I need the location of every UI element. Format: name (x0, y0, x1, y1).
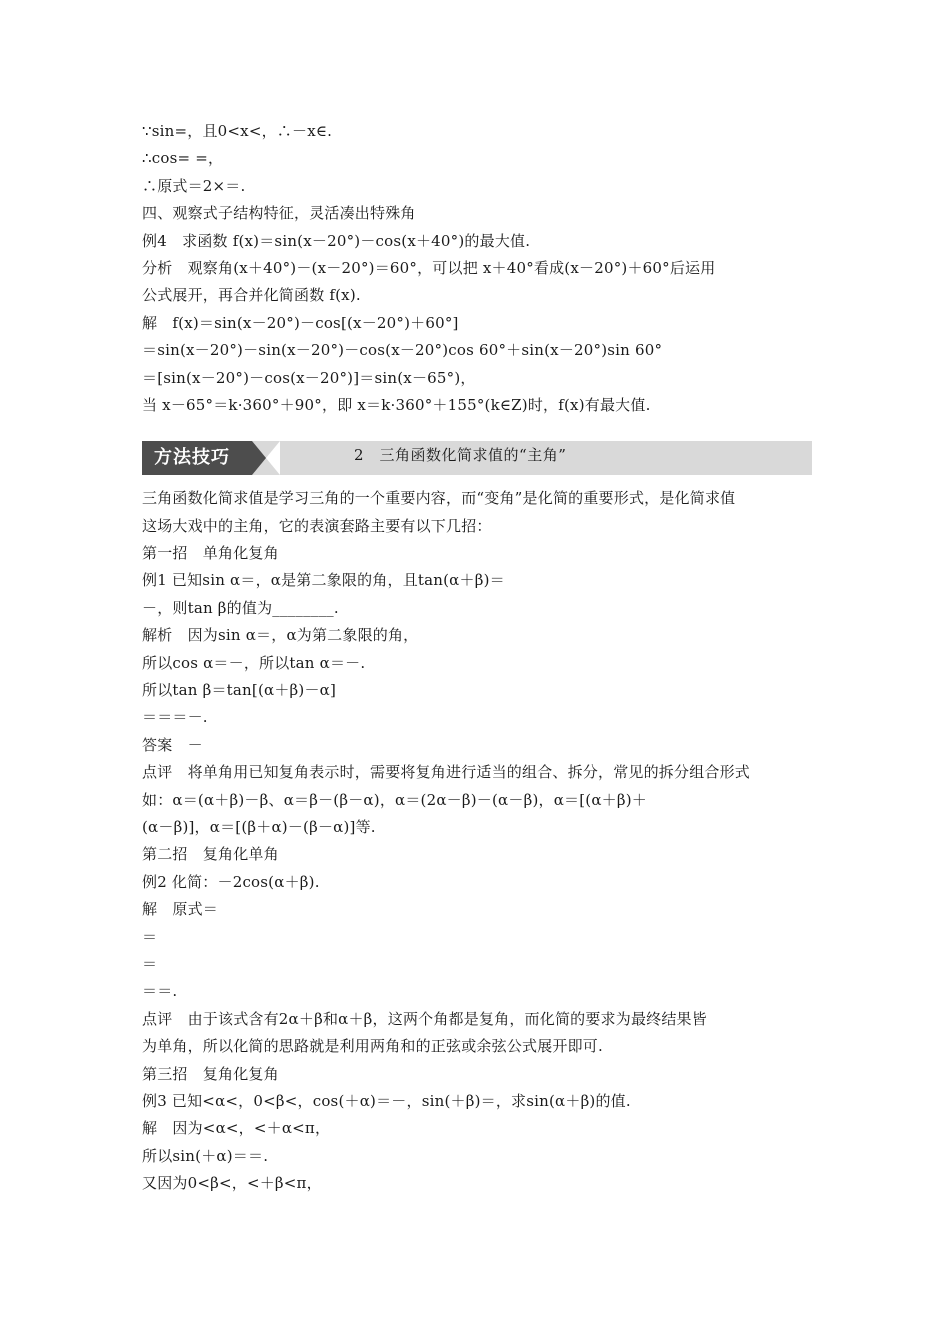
analysis-line: ＝＝＝－. (142, 708, 208, 727)
solution-line: ＝sin(x－20°)－sin(x－20°)－cos(x－20°)cos 60°＋sin(x－20°)sin 60° (142, 341, 663, 360)
document-page (142, 118, 812, 1197)
method-heading: 第一招 单角化复角 (142, 544, 279, 563)
method-heading: 第三招 复角化复角 (142, 1064, 279, 1083)
example-4-statement: 例4 求函数 f(x)＝sin(x－20°)－cos(x＋40°)的最大值. (142, 231, 531, 250)
comment-line: 点评 由于该式含有2α＋β和α＋β，这两个角都是复角，而化简的要求为最终结果皆 (142, 1009, 707, 1028)
method-heading: 第二招 复角化单角 (142, 845, 279, 864)
example-2-statement: 例2 化简：－2cos(α＋β). (142, 872, 320, 891)
section-tag-notch (266, 441, 280, 475)
solution-line: 解 f(x)＝sin(x－20°)－cos[(x－20°)＋60°] (142, 313, 459, 332)
section-tag: 方法技巧 (142, 441, 252, 475)
answer-line: 答案 － (142, 735, 203, 754)
solution-line: ＝＝. (142, 982, 178, 1001)
intro-line: 这场大戏中的主角，它的表演套路主要有以下几招： (142, 516, 492, 535)
bottom-block (142, 485, 812, 1197)
solution-line: 又因为0<β<，<＋β<π， (142, 1174, 322, 1193)
example-1-statement: －，则tan β的值为________. (142, 598, 339, 617)
solution-line: 解 因为<α<，<＋α<π， (142, 1119, 331, 1138)
text-line: ∵sin=，且0<x<，∴－x∈. (142, 122, 333, 140)
text-line: ∴cos= =， (142, 149, 224, 168)
comment-line: 如：α＝(α＋β)－β、α＝β－(β－α)，α＝(2α－β)－(α－β)，α＝[(α＋β)＋ (142, 790, 647, 809)
text-line: ∴原式＝2×＝. (142, 176, 246, 195)
solution-line: 解 原式＝ (142, 900, 219, 919)
comment-line: (α－β)]，α＝[(β＋α)－(β－α)]等. (142, 817, 376, 836)
analysis-line: 解析 因为sin α＝，α为第二象限的角， (142, 626, 419, 645)
section-tag-arrow (252, 441, 266, 475)
solution-line: ＝ (142, 927, 158, 946)
solution-line: 当 x－65°＝k·360°＋90°，即 x＝k·360°＋155°(k∈Z)时，f(x)有最大值. (142, 395, 651, 414)
section-banner (142, 441, 812, 475)
solution-line: ＝[sin(x－20°)－cos(x－20°)]＝sin(x－65°)， (142, 368, 476, 387)
solution-line: ＝ (142, 954, 158, 973)
intro-line: 三角函数化简求值是学习三角的一个重要内容，而“变角”是化简的重要形式，是化简求值 (142, 489, 736, 508)
analysis-line: 所以tan β＝tan[(α＋β)－α] (142, 681, 337, 700)
analysis-line: 所以cos α＝－，所以tan α＝－. (142, 653, 366, 672)
subsection-heading: 四、观察式子结构特征，灵活凑出特殊角 (142, 204, 416, 223)
comment-line: 点评 将单角用已知复角表示时，需要将复角进行适当的组合、拆分，常见的拆分组合形式 (142, 763, 751, 782)
comment-line: 为单角，所以化简的思路就是利用两角和的正弦或余弦公式展开即可. (142, 1037, 603, 1056)
section-title: 2 三角函数化简求值的“主角” (354, 446, 567, 465)
example-1-statement: 例1 已知sin α＝，α是第二象限的角，且tan(α＋β)＝ (142, 571, 505, 590)
top-block (142, 118, 812, 419)
example-3-statement: 例3 已知<α<，0<β<，cos(＋α)＝－，sin(＋β)＝，求sin(α＋β)的值. (142, 1091, 631, 1110)
analysis-line: 公式展开，再合并化简函数 f(x). (142, 286, 361, 305)
analysis-line: 分析 观察角(x＋40°)－(x－20°)＝60°，可以把 x＋40°看成(x－20°)＋60°后运用 (142, 258, 716, 277)
solution-line: 所以sin(＋α)＝＝. (142, 1146, 269, 1165)
